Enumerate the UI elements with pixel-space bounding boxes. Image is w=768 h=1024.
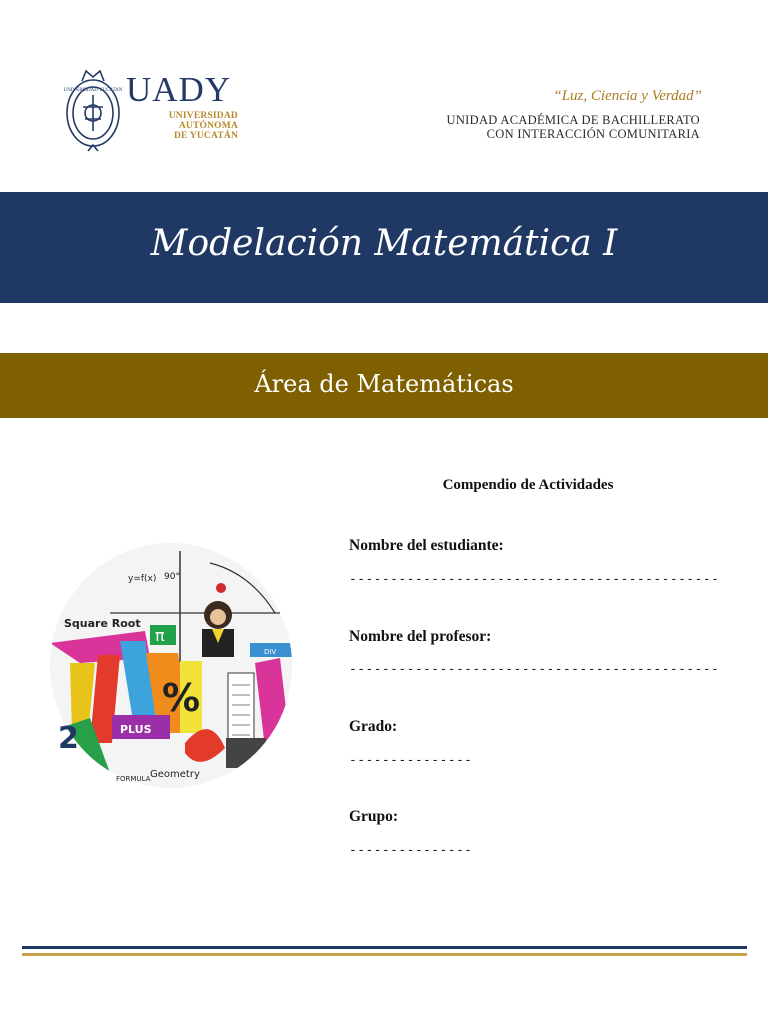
logo-subtitle-line: UNIVERSIDAD xyxy=(168,111,238,121)
title-band xyxy=(0,192,768,303)
illus-label: π xyxy=(155,626,165,645)
group-line: --------------- xyxy=(349,843,473,858)
illus-label: y=f(x) xyxy=(128,574,157,584)
academic-unit xyxy=(447,113,700,141)
group-label: Grupo: xyxy=(349,808,399,825)
illus-label: % xyxy=(162,676,201,720)
uady-wordmark: UADY xyxy=(126,70,232,109)
illus-label: 90° xyxy=(164,572,180,582)
math-illustration xyxy=(50,543,292,788)
illus-label: 2 xyxy=(58,721,79,756)
illus-label: Geometry xyxy=(150,769,200,780)
footer-rule-blue xyxy=(22,946,747,949)
unit-line: CON INTERACCIÓN COMUNITARIA xyxy=(486,127,700,141)
student-name-line: --------------------------------------------- xyxy=(349,572,720,587)
teacher-name-line: --------------------------------------------- xyxy=(349,662,720,677)
illus-label: FORMULA xyxy=(116,775,151,783)
teacher-name-label: Nombre del profesor: xyxy=(349,628,492,645)
unit-line: UNIDAD ACADÉMICA DE BACHILLERATO xyxy=(446,113,700,127)
logo-subtitle xyxy=(126,111,238,141)
motto: “Luz, Ciencia y Verdad” xyxy=(553,88,702,104)
grade-line: --------------- xyxy=(349,753,473,768)
illus-label: DIV xyxy=(264,648,277,656)
logo-subtitle-line: AUTÓNOMA xyxy=(178,121,238,131)
logo-subtitle-line: DE YUCATÁN xyxy=(173,131,238,141)
area-title: Área de Matemáticas xyxy=(254,370,514,398)
illus-label: Square Root xyxy=(64,617,141,630)
area-band xyxy=(0,353,768,418)
seal-text: UNIVERSIDAD YUCATAN xyxy=(64,88,122,93)
illus-label: PLUS xyxy=(120,723,152,736)
footer-rule-gold xyxy=(22,953,747,956)
student-name-label: Nombre del estudiante: xyxy=(349,537,504,554)
grade-label: Grado: xyxy=(349,718,398,735)
course-title: Modelación Matemática I xyxy=(150,223,618,264)
university-seal-icon xyxy=(64,67,122,153)
form-heading: Compendio de Actividades xyxy=(442,477,614,493)
